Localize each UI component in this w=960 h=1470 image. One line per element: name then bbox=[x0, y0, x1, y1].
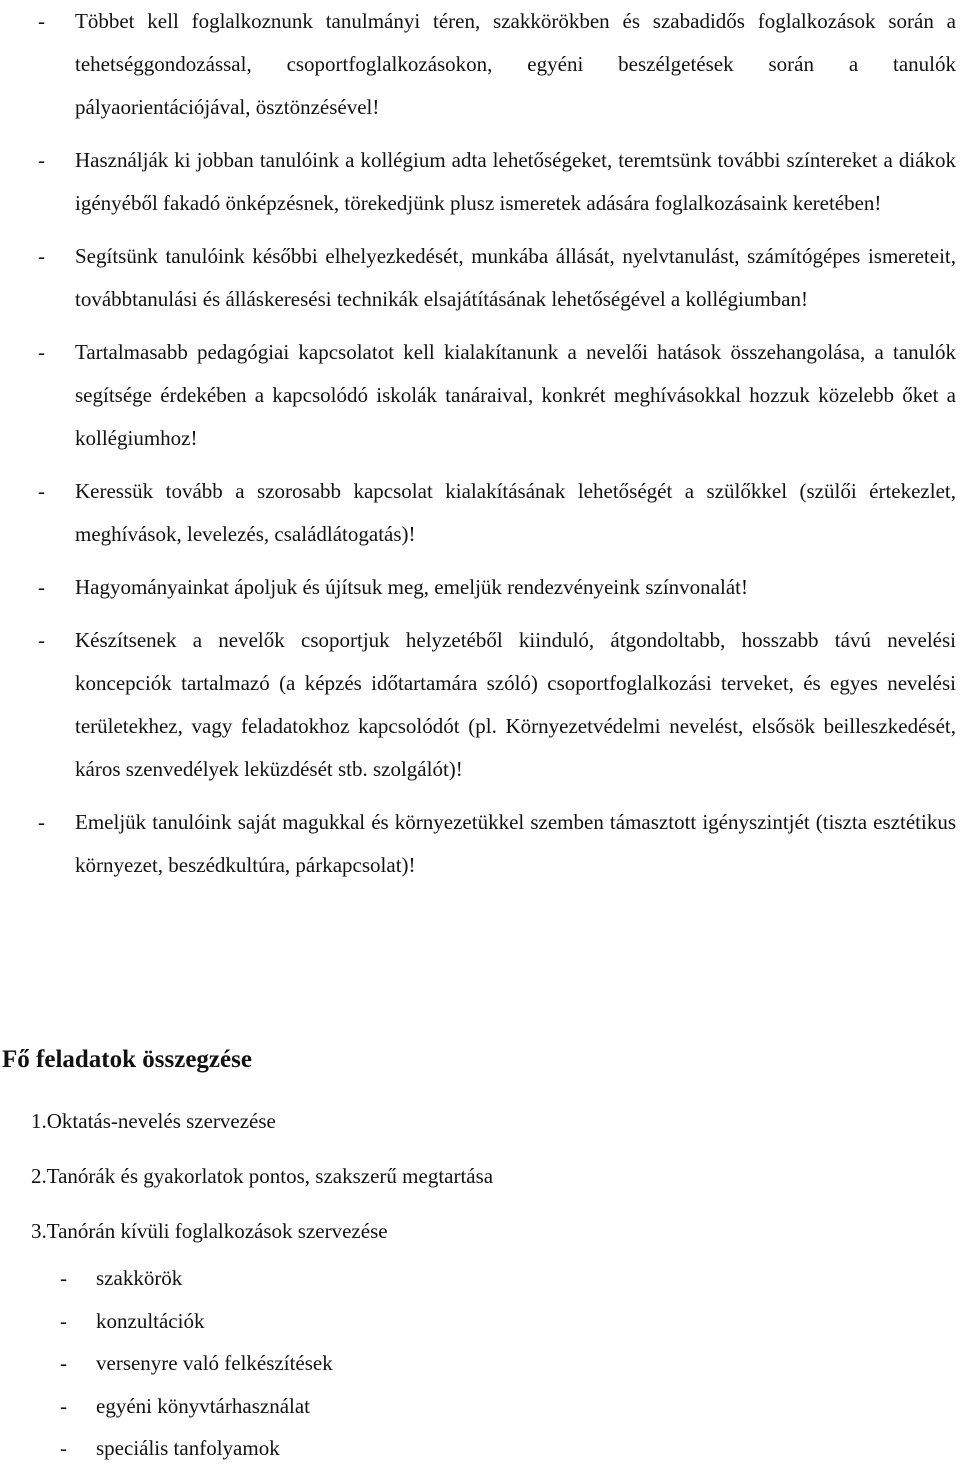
sub-list-item bbox=[60, 1257, 333, 1300]
bullet-item bbox=[38, 619, 956, 791]
sub-item-text: szakkörök bbox=[96, 1266, 183, 1290]
numbered-item: 1.Oktatás-nevelés szervezése bbox=[31, 1109, 276, 1133]
sub-item-dash: - bbox=[60, 1351, 67, 1375]
sub-item-text: versenyre való felkészítések bbox=[96, 1351, 333, 1375]
sub-item-text: konzultációk bbox=[96, 1308, 205, 1333]
sub-list-item bbox=[60, 1342, 333, 1385]
bullet-text: Emeljük tanulóink saját magukkal és környezetükkel szemben támasztott igényszintjét (tiszta esztétikus környezet, beszédkultúra, párkapcsolat)! bbox=[75, 810, 956, 877]
sub-item-dash: - bbox=[60, 1266, 67, 1290]
bullet-item bbox=[38, 801, 956, 887]
bullet-item bbox=[38, 331, 956, 460]
sub-item-dash: - bbox=[60, 1393, 67, 1418]
bullet-dash: - bbox=[38, 810, 45, 834]
numbered-item: 3.Tanórán kívüli foglalkozások szervezése bbox=[31, 1219, 388, 1243]
sub-list-item bbox=[60, 1300, 333, 1343]
goals-bullet-list bbox=[38, 0, 956, 897]
bullet-item bbox=[38, 139, 956, 225]
sub-item-text: speciális tanfolyamok bbox=[96, 1436, 280, 1460]
bullet-dash: - bbox=[38, 479, 45, 503]
sub-item-dash: - bbox=[60, 1308, 67, 1333]
bullet-dash: - bbox=[38, 628, 45, 652]
bullet-dash: - bbox=[38, 244, 45, 268]
bullet-text: Tartalmasabb pedagógiai kapcsolatot kell kialakítanunk a nevelői hatások összehangolása, a tanulók segítsége érdekében a kapcsolódó iskolák tanáraival, konkrét meghívásokkal hozzuk közelebb őket a kollégiumhoz! bbox=[75, 340, 956, 450]
bullet-dash: - bbox=[38, 575, 45, 599]
bullet-text: Többet kell foglalkoznunk tanulmányi téren, szakkörökben és szabadidős foglalkozások során a tehetséggondozással, csoportfoglalkozásokon, egyéni beszélgetések során a tanulók pályaorientációjával, ösztönzésével! bbox=[75, 9, 956, 119]
bullet-item bbox=[38, 566, 956, 609]
bullet-text: Keressük tovább a szorosabb kapcsolat kialakításának lehetőségét a szülőkkel (szülői értekezlet, meghívások, levelezés, családlátogatás)! bbox=[75, 479, 956, 546]
bullet-text: Készítsenek a nevelők csoportjuk helyzetéből kiinduló, átgondoltabb, hosszabb távú nevelési koncepciók tartalmazó (a képzés időtartamára szóló) csoportfoglalkozási terveket, és egyes nevelési területekhez, vagy feladatokhoz kapcsolódót (pl. Környezetvédelmi nevelést, elsősök beilleszkedését, káros szenvedélyek leküzdését stb. szolgálót)! bbox=[75, 628, 956, 781]
task-numbered-list bbox=[31, 1094, 493, 1259]
bullet-item bbox=[38, 470, 956, 556]
bullet-dash: - bbox=[38, 340, 45, 364]
sub-list-item bbox=[60, 1427, 333, 1470]
sub-item-dash: - bbox=[60, 1436, 67, 1460]
section-heading: Fő feladatok összegzése bbox=[2, 1046, 252, 1073]
bullet-dash: - bbox=[38, 9, 45, 33]
sub-list-item bbox=[60, 1385, 333, 1428]
bullet-item bbox=[38, 235, 956, 321]
sub-item-text: egyéni könyvtárhasználat bbox=[96, 1393, 310, 1418]
bullet-text: Segítsünk tanulóink későbbi elhelyezkedését, munkába állását, nyelvtanulást, számítógépes ismereteit, továbbtanulási és álláskeresési technikák elsajátításának lehetőségével a kollégiumban! bbox=[75, 244, 956, 311]
numbered-item: 2.Tanórák és gyakorlatok pontos, szakszerű megtartása bbox=[31, 1164, 494, 1188]
extracurricular-sub-list bbox=[60, 1257, 333, 1470]
bullet-item bbox=[38, 0, 956, 129]
bullet-dash: - bbox=[38, 148, 45, 172]
bullet-text: Használják ki jobban tanulóink a kollégium adta lehetőségeket, teremtsünk további színtereket a diákok igényéből fakadó önképzésnek, törekedjünk plusz ismeretek adására foglalkozásaink keretében! bbox=[75, 148, 956, 215]
bullet-text: Hagyományainkat ápoljuk és újítsuk meg, emeljük rendezvényeink színvonalát! bbox=[75, 575, 748, 599]
